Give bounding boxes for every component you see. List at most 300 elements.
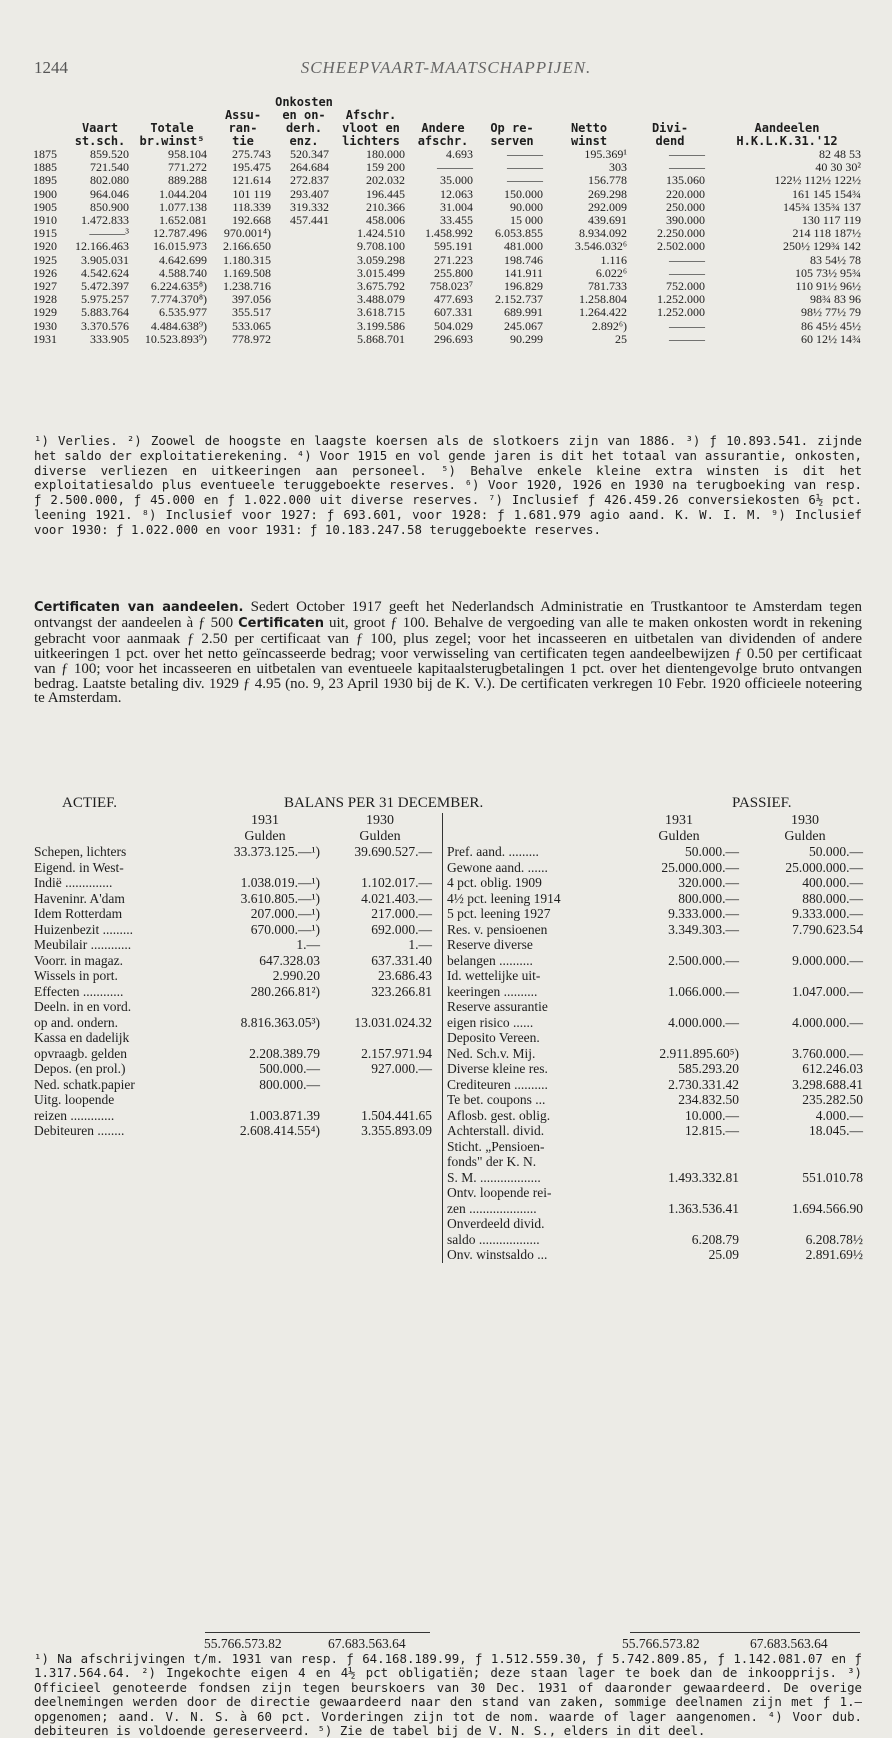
stats-cell: 86 45½ 45½ (801, 319, 861, 333)
stats-header-cell (477, 109, 547, 122)
stats-header-cell: H.K.L.K.31.'12 (736, 135, 838, 148)
stats-cell: 3.488.079 (357, 293, 405, 307)
certificates-text-2: uit, groot ƒ 100. Behalve de vergoeding van alle te maken onkosten wordt in rekening gebracht voor aanmaak ƒ 2.50 per certificaat van ƒ 100, plus zegel; voor het incasseeren en uitbetalen van dividenden of andere uitkeeringen 1 pct. over het netto geïncasseerde bedrag; voor verwisseling van certificaten tegen aandeelbewijzen ƒ 0.50 per certificaat van ƒ 100; voor het incasseeren en uitbetalen van eventueele kapitaalsterugbetalingen 1 pct. over het dientengevolge bruto ontvangen bedrag. Laatste betaling div. 1929 ƒ 4.95 (no. 9, 23 April 1930 bij de K. V.). De certificaten verkregen 10 Febr. 1920 officieele noteering te Amsterdam. (34, 614, 862, 707)
liability-value: 2.500.000.— (668, 952, 739, 968)
stats-cell: 1927 (33, 280, 57, 294)
stats-cell: 3.675.792 (357, 280, 405, 294)
liability-row (447, 1247, 867, 1263)
stats-header-cell (409, 96, 477, 109)
asset-row (34, 906, 436, 922)
liability-label: Onverdeeld divid. (447, 1216, 545, 1231)
liability-value: 1.694.566.90 (792, 1200, 863, 1216)
balance-totals (34, 1636, 862, 1652)
stats-cell: 303 (609, 161, 627, 175)
actief-heading: ACTIEF. (62, 795, 118, 811)
stats-cell: 5.472.397 (81, 280, 129, 294)
stats-cell: 161 145 154¾ (792, 187, 861, 201)
asset-value: 637.331.40 (371, 952, 432, 968)
stats-cell: 958.104 (168, 148, 207, 161)
stats-cell: 1.258.804 (579, 293, 627, 307)
balance-title-row (34, 795, 862, 813)
stats-header-cell: Op re- (490, 122, 534, 135)
stats-cell: 60 12½ 14¾ (801, 332, 861, 346)
asset-value (206, 1092, 324, 1108)
liability-value: 50.000.— (809, 844, 863, 859)
stats-header-cell: derh. (285, 122, 323, 135)
asset-value: 13.031.024.32 (354, 1014, 432, 1030)
stats-cell: 292.009 (588, 200, 627, 214)
stats-header-cell: Vaart (81, 122, 119, 135)
stats-row (33, 306, 865, 319)
total-1931-right: 55.766.573.82 (622, 1636, 700, 1651)
stats-cell: 192.668 (232, 214, 271, 228)
asset-value: 1.— (296, 937, 320, 952)
certificates-paragraph (34, 600, 862, 706)
year-1930-left: 1930 (366, 813, 394, 828)
stats-header-cell (333, 96, 409, 109)
page-title: SCHEEPVAART-MAATSCHAPPIJEN. (300, 58, 592, 77)
stats-header-cell: dend (655, 135, 685, 148)
liability-row (447, 1092, 867, 1108)
liability-value (615, 1030, 743, 1046)
liability-label: 4½ pct. leening 1914 (447, 890, 561, 906)
stats-cell: 533.065 (232, 319, 271, 333)
stats-header-cell: tie (232, 135, 254, 148)
liability-value: 1.363.536.41 (668, 1200, 739, 1216)
stats-row (33, 174, 865, 187)
stats-cell: 150.000 (504, 187, 543, 201)
stats-cell: 130 117 119 (801, 214, 861, 228)
stats-cell: ——— (507, 148, 543, 161)
liability-value: 2.891.69½ (805, 1247, 863, 1262)
stats-cell: 1.652.081 (159, 214, 207, 228)
stats-cell: 35.000 (440, 174, 473, 188)
stats-cell: 145¾ 135¾ 137 (783, 200, 861, 214)
stats-cell: 2.502.000 (657, 240, 705, 254)
asset-value (206, 999, 324, 1015)
asset-value: 647.328.03 (259, 952, 320, 968)
liability-row (447, 1185, 867, 1201)
stats-row (33, 188, 865, 201)
stats-cell (275, 320, 333, 333)
stats-cell: 333.905 (90, 332, 129, 346)
stats-cell: ——— (669, 332, 705, 346)
stats-cell: 1.180.315 (223, 253, 271, 267)
stats-cell: 245.067 (504, 319, 543, 333)
stats-cell: 220.000 (666, 187, 705, 201)
stats-cell: 2.892⁶) (591, 319, 627, 333)
liability-value: 880.000.— (802, 890, 863, 906)
stats-cell: 1.472.833 (81, 214, 129, 228)
stats-cell: 135.060 (666, 174, 705, 188)
stats-cell: 141.911 (504, 266, 543, 280)
stats-cell: 2.152.737 (495, 293, 543, 307)
stats-cell: 390.000 (666, 214, 705, 228)
stats-row (33, 333, 865, 346)
stats-cell: 1895 (33, 174, 57, 188)
stats-cell: 355.517 (232, 306, 271, 320)
liability-row (447, 1030, 867, 1046)
stats-cell: 3.059.298 (357, 253, 405, 267)
stats-cell: 689.991 (504, 306, 543, 320)
asset-value: 33.373.125.—¹) (233, 844, 320, 859)
assets-side (34, 813, 436, 1139)
liability-label: keeringen .......... (447, 983, 538, 999)
stats-row (33, 161, 865, 174)
liability-row (447, 860, 867, 876)
stats-cell: 101 119 (232, 187, 271, 201)
stats-cell: 889.288 (168, 174, 207, 188)
unit-left-2: Gulden (359, 828, 401, 844)
liability-label: Reserve diverse (447, 937, 533, 952)
liability-row (447, 984, 867, 1000)
liability-value: 320.000.— (678, 875, 739, 890)
stats-cell: 457.441 (290, 214, 329, 228)
stats-cell (275, 240, 333, 253)
asset-value: 323.266.81 (371, 983, 432, 999)
liability-label: zen .................... (447, 1200, 537, 1216)
liability-value (615, 1154, 743, 1170)
stats-cell: 122½ 112½ 122½ (774, 174, 861, 188)
stats-header-cell (409, 109, 477, 122)
stats-cell: 1885 (33, 161, 57, 175)
liability-value: 800.000.— (678, 890, 739, 906)
asset-value: 670.000.—¹) (250, 921, 320, 937)
asset-label: Depos. (en prol.) (34, 1061, 126, 1076)
stats-row (33, 293, 865, 306)
table-footnotes (34, 434, 862, 538)
stats-cell: 6.224.635⁸) (150, 280, 207, 294)
stats-header-row (33, 135, 865, 148)
stats-cell: 269.298 (588, 187, 627, 201)
asset-row (34, 1015, 436, 1031)
asset-label: Wissels in port. (34, 968, 118, 983)
stats-cell (275, 227, 333, 240)
asset-value: 280.266.81²) (250, 983, 320, 999)
stats-cell: 1.264.422 (579, 306, 627, 320)
liability-value (743, 1185, 867, 1201)
liability-value: 3.760.000.— (792, 1045, 863, 1061)
stats-cell: ——— (669, 161, 705, 175)
liability-label: Reserve assurantie (447, 999, 548, 1014)
liability-value (743, 1216, 867, 1232)
asset-label: Schepen, lichters (34, 844, 127, 859)
stats-cell: ——— (669, 266, 705, 280)
liability-label: saldo .................. (447, 1231, 540, 1247)
stats-cell: 6.022⁶ (595, 266, 627, 280)
liability-value (743, 1030, 867, 1046)
stats-cell: 118.339 (232, 200, 271, 214)
liability-label: Res. v. pensioenen (447, 921, 548, 937)
stats-row (33, 240, 865, 253)
liability-row (447, 1170, 867, 1186)
stats-cell: 255.800 (434, 266, 473, 280)
liability-row (447, 1232, 867, 1248)
liability-value: 234.832.50 (678, 1092, 739, 1107)
liability-value: 9.333.000.— (792, 906, 863, 921)
asset-value: 2.208.389.79 (249, 1045, 320, 1061)
page-header (34, 58, 858, 84)
liability-value: 10.000.— (685, 1107, 739, 1123)
asset-row (34, 844, 436, 860)
liability-value (743, 937, 867, 953)
stats-cell: 98¾ 83 96 (810, 293, 861, 307)
liability-label: Aflosb. gest. oblig. (447, 1107, 551, 1123)
asset-value: 8.816.363.05³) (240, 1014, 320, 1030)
liability-row (447, 999, 867, 1015)
asset-value (324, 860, 436, 876)
stats-header-cell (67, 96, 133, 109)
stats-header-cell (33, 122, 67, 135)
asset-value (324, 999, 436, 1015)
liability-row (447, 968, 867, 984)
liability-value (743, 1139, 867, 1155)
liability-value: 6.208.79 (691, 1231, 739, 1247)
stats-cell: 2.250.000 (657, 227, 705, 241)
stats-row (33, 227, 865, 240)
liability-row (447, 1139, 867, 1155)
asset-row (34, 984, 436, 1000)
asset-value: 2.990.20 (272, 968, 320, 983)
stats-cell: 504.029 (434, 319, 473, 333)
left-total-rule (205, 1632, 430, 1633)
liabilities-side (442, 813, 867, 1263)
stats-cell: 196.445 (366, 187, 405, 201)
stats-cell: 2.166.650 (223, 240, 271, 254)
stats-cell: 4.542.624 (81, 266, 129, 280)
stats-cell: 271.223 (434, 253, 473, 267)
asset-row (34, 1123, 436, 1139)
liability-value (615, 937, 743, 953)
stats-cell: 296.693 (434, 332, 473, 346)
stats-cell: 3.905.031 (81, 253, 129, 267)
stats-cell: 4.484.638⁹) (150, 319, 207, 333)
stats-header-cell: Andere (421, 122, 465, 135)
liability-label: Diverse kleine res. (447, 1061, 548, 1076)
stats-cell: 1900 (33, 187, 57, 201)
stats-cell: 98½ 77½ 79 (801, 306, 861, 320)
stats-header-cell: st.sch. (74, 135, 126, 148)
stats-cell: 105 73½ 95¾ (795, 266, 861, 280)
asset-value: 692.000.— (371, 921, 432, 937)
asset-value (206, 1030, 324, 1046)
stats-cell: 4.642.699 (159, 253, 207, 267)
asset-row (34, 1030, 436, 1046)
page-number: 1244 (34, 58, 68, 77)
stats-header-cell: Assu- (224, 109, 262, 122)
stats-cell: 3.370.576 (81, 319, 129, 333)
stats-cell: 477.693 (434, 293, 473, 307)
asset-label: reizen ............. (34, 1107, 115, 1123)
stats-header-cell: afschr. (417, 135, 469, 148)
passief-heading: PASSIEF. (732, 795, 792, 811)
stats-cell: 397.056 (232, 293, 271, 307)
stats-cell: ———³ (89, 227, 129, 241)
asset-row (34, 1046, 436, 1062)
stats-cell: 1931 (33, 332, 57, 346)
stats-cell: 1.252.000 (657, 306, 705, 320)
stats-cell: 82 48 53 (819, 148, 861, 161)
stats-cell: 25 (615, 332, 627, 346)
stats-cell: 1.169.508 (223, 266, 271, 280)
stats-cell: 1.077.138 (159, 200, 207, 214)
liability-value: 25.09 (708, 1247, 739, 1262)
stats-header-cell: winst (570, 135, 608, 148)
liability-value: 551.010.78 (802, 1169, 863, 1185)
year-1931-left: 1931 (251, 813, 279, 828)
liability-value: 3.298.688.41 (792, 1076, 863, 1092)
stats-header-cell (547, 109, 631, 122)
liability-row (447, 1154, 867, 1170)
liability-value: 6.208.78½ (805, 1231, 863, 1247)
stats-cell (275, 254, 333, 267)
liability-row (447, 1123, 867, 1139)
year-1931-right: 1931 (665, 813, 693, 828)
stats-cell: 6.535.977 (159, 306, 207, 320)
stats-cell: 264.684 (290, 161, 329, 175)
liability-label: 4 pct. oblig. 1909 (447, 875, 542, 890)
stats-cell: 33.455 (440, 214, 473, 228)
asset-row (34, 937, 436, 953)
stats-row (33, 201, 865, 214)
liability-row (447, 891, 867, 907)
stats-cell: 3.546.032⁶ (574, 240, 627, 254)
liability-row (447, 937, 867, 953)
stats-cell: 210.366 (366, 200, 405, 214)
stats-cell: 5.975.257 (81, 293, 129, 307)
stats-cell: 5.883.764 (81, 306, 129, 320)
asset-label: Debiteuren ........ (34, 1123, 125, 1138)
stats-row (33, 148, 865, 161)
asset-row (34, 922, 436, 938)
liability-value (615, 1139, 743, 1155)
asset-label: Effecten ............ (34, 983, 124, 999)
stats-cell: 319.332 (290, 200, 329, 214)
stats-header-cell: en on- (282, 109, 326, 122)
stats-header-cell: Aandeelen (754, 122, 820, 135)
stats-header-cell (547, 96, 631, 109)
statistics-table (33, 96, 865, 346)
stats-header-cell: Afschr. (345, 109, 397, 122)
stats-cell: 1905 (33, 200, 57, 214)
stats-header-cell: Onkosten (275, 96, 333, 109)
stats-cell: 16.015.973 (153, 240, 207, 254)
stats-cell: 275.743 (232, 148, 271, 161)
stats-cell: ——— (669, 319, 705, 333)
stats-header-cell (33, 109, 67, 122)
liability-value: 400.000.— (802, 875, 863, 890)
asset-row (34, 1092, 436, 1108)
liability-label: Onv. winstsaldo ... (447, 1247, 548, 1262)
asset-value (206, 860, 324, 876)
stats-cell: 9.708.100 (357, 240, 405, 254)
stats-header-cell: lichters (342, 135, 400, 148)
liability-row (447, 1108, 867, 1124)
balance-sheet (34, 795, 863, 1262)
stats-cell: 752.000 (666, 280, 705, 294)
stats-header-cell (211, 96, 275, 109)
stats-cell: 850.900 (90, 200, 129, 214)
stats-header-cell (133, 96, 211, 109)
liability-label: Deposito Vereen. (447, 1030, 540, 1045)
stats-cell: 595.191 (434, 240, 473, 254)
stats-header-cell: br.winst⁵ (139, 135, 205, 148)
stats-header-row (33, 109, 865, 122)
stats-row (33, 320, 865, 333)
liability-value: 12.815.— (685, 1123, 739, 1138)
stats-header-row (33, 96, 865, 109)
stats-cell: 15 000 (510, 214, 543, 228)
stats-cell: 250.000 (666, 200, 705, 214)
liability-value: 1.493.332.81 (668, 1169, 739, 1185)
stats-cell: 520.347 (290, 148, 329, 161)
stats-cell: 195.475 (232, 161, 271, 175)
stats-cell: 3.015.499 (357, 266, 405, 280)
stats-header-cell (709, 109, 865, 122)
asset-value: 1.038.019.—¹) (240, 875, 320, 890)
stats-row (33, 280, 865, 293)
liability-row (447, 1015, 867, 1031)
stats-cell: ——— (669, 148, 705, 161)
stats-cell: 1926 (33, 266, 57, 280)
stats-row (33, 254, 865, 267)
asset-label: Kassa en dadelijk (34, 1030, 130, 1045)
liability-label: eigen risico ...... (447, 1014, 534, 1030)
stats-cell: 607.331 (434, 306, 473, 320)
stats-header-cell (631, 109, 709, 122)
stats-cell: 12.166.463 (75, 240, 129, 254)
stats-header-cell (631, 96, 709, 109)
stats-cell: 778.972 (232, 332, 271, 346)
stats-cell: 458.006 (366, 214, 405, 228)
liability-value: 25.000.000.— (785, 859, 863, 875)
asset-value: 4.021.403.— (361, 890, 432, 906)
total-1930-left: 67.683.563.64 (328, 1636, 406, 1651)
liability-row (447, 1216, 867, 1232)
liability-value: 7.790.623.54 (792, 921, 863, 937)
asset-label: Haveninr. A'dam (34, 890, 125, 906)
asset-label: Deeln. in en vord. (34, 999, 132, 1014)
stats-cell: 156.778 (588, 174, 627, 188)
stats-cell: 196.829 (504, 280, 543, 294)
asset-label: Huizenbezit ......... (34, 921, 133, 937)
stats-header-cell: enz. (289, 135, 319, 148)
stats-cell: 7.774.370⁸) (150, 293, 207, 307)
unit-right-1: Gulden (658, 828, 700, 844)
stats-cell: 272.837 (290, 174, 329, 188)
liability-label: Achterstall. divid. (447, 1123, 545, 1138)
liability-value (615, 999, 743, 1015)
stats-header-cell: Netto (570, 122, 608, 135)
liability-value: 25.000.000.— (661, 859, 739, 875)
stats-cell: 6.053.855 (495, 227, 543, 241)
liability-row (447, 1061, 867, 1077)
stats-cell (275, 306, 333, 319)
stats-cell: 1925 (33, 253, 57, 267)
liability-row (447, 844, 867, 860)
liability-row (447, 1046, 867, 1062)
liability-value (615, 968, 743, 984)
stats-cell: 293.407 (290, 187, 329, 201)
liability-value: 50.000.— (685, 844, 739, 859)
liability-row (447, 953, 867, 969)
stats-header-cell (477, 96, 547, 109)
stats-cell: 1930 (33, 319, 57, 333)
stats-cell: ——— (507, 174, 543, 188)
asset-row (34, 968, 436, 984)
total-1931-left: 55.766.573.82 (204, 1636, 282, 1651)
liability-row (447, 875, 867, 891)
